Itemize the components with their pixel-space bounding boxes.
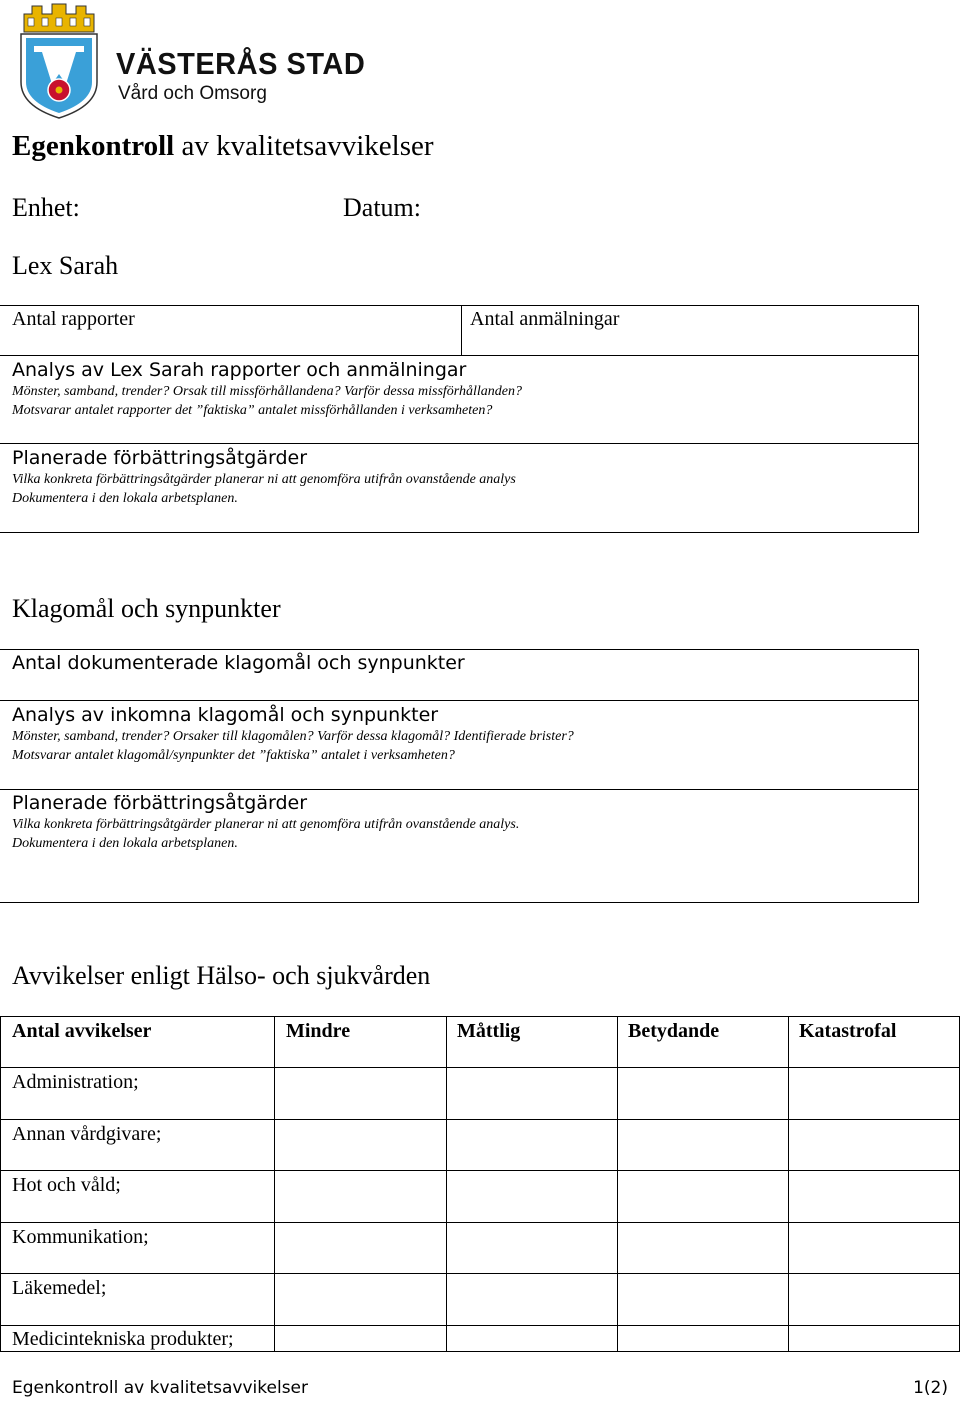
klagomal-planerade-heading: Planerade förbättringsåtgärder	[12, 792, 308, 814]
klagomal-analys-heading: Analys av inkomna klagomål och synpunkter	[12, 704, 439, 726]
klagomal-antal-label: Antal dokumenterade klagomål och synpunkter	[12, 652, 465, 674]
row-label: Kommunikation;	[12, 1226, 149, 1248]
lex-sarah-heading: Lex Sarah	[12, 251, 119, 280]
divider	[0, 700, 919, 701]
divider	[461, 305, 462, 355]
page-title-bold: Egenkontroll	[12, 130, 175, 162]
page-number: 1(2)	[913, 1378, 948, 1398]
lex-sarah-planerade-note: Vilka konkreta förbättringsåtgärder planerar ni att genomföra utifrån ovanstående analys	[12, 472, 516, 487]
divider	[0, 1119, 960, 1120]
lex-sarah-planerade-heading: Planerade förbättringsåtgärder	[12, 447, 308, 469]
lex-sarah-analys-note: Mönster, samband, trender? Orsak till missförhållandena? Varför dessa missförhållanden?	[12, 384, 522, 399]
column-header-mattlig: Måttlig	[457, 1020, 521, 1042]
column-header-betydande: Betydande	[628, 1020, 720, 1042]
lex-sarah-analys-heading: Analys av Lex Sarah rapporter och anmälningar	[12, 359, 467, 381]
antal-anmalningar-label: Antal anmälningar	[470, 308, 620, 330]
row-label: Medicintekniska produkter;	[12, 1328, 234, 1350]
divider	[0, 1325, 960, 1326]
klagomal-planerade-note: Vilka konkreta förbättringsåtgärder planerar ni att genomföra utifrån ovanstående analys.	[12, 817, 520, 832]
klagomal-box	[0, 649, 919, 903]
klagomal-planerade-note: Dokumentera i den lokala arbetsplanen.	[12, 836, 238, 851]
footer-title: Egenkontroll av kvalitetsavvikelser	[12, 1378, 308, 1398]
datum-label: Datum:	[343, 193, 421, 222]
divider	[0, 1067, 960, 1068]
antal-rapporter-label: Antal rapporter	[12, 308, 135, 330]
row-label: Annan vårdgivare;	[12, 1123, 162, 1145]
klagomal-analys-note: Motsvarar antalet klagomål/synpunkter det ”faktiska” antalet i verksamheten?	[12, 748, 455, 763]
row-label: Administration;	[12, 1071, 139, 1093]
klagomal-heading: Klagomål och synpunkter	[12, 594, 281, 623]
page-title	[12, 131, 434, 163]
row-label: Hot och våld;	[12, 1174, 121, 1196]
divider	[0, 355, 919, 356]
enhet-label: Enhet:	[12, 193, 80, 222]
organization-subtitle: Vård och Omsorg	[118, 83, 267, 104]
lex-sarah-analys-note: Motsvarar antalet rapporter det ”faktiska” antalet missförhållanden i verksamheten?	[12, 403, 493, 418]
column-header-antal: Antal avvikelser	[12, 1020, 152, 1042]
klagomal-analys-note: Mönster, samband, trender? Orsaker till klagomålen? Varför dessa klagomål? Identifierade brister?	[12, 729, 574, 744]
avvikelser-heading: Avvikelser enligt Hälso- och sjukvården	[12, 961, 431, 990]
page-title-rest: av kvalitetsavvikelser	[174, 130, 434, 162]
row-label: Läkemedel;	[12, 1277, 107, 1299]
column-header-mindre: Mindre	[286, 1020, 351, 1042]
organization-name: VÄSTERÅS STAD	[116, 47, 366, 82]
column-header-katastrofal: Katastrofal	[799, 1020, 897, 1042]
divider	[0, 1222, 960, 1223]
lex-sarah-planerade-note: Dokumentera i den lokala arbetsplanen.	[12, 491, 238, 506]
divider	[0, 789, 919, 790]
divider	[0, 443, 919, 444]
divider	[0, 1170, 960, 1171]
vasteras-coat-of-arms-logo	[18, 2, 100, 120]
divider	[0, 1273, 960, 1274]
